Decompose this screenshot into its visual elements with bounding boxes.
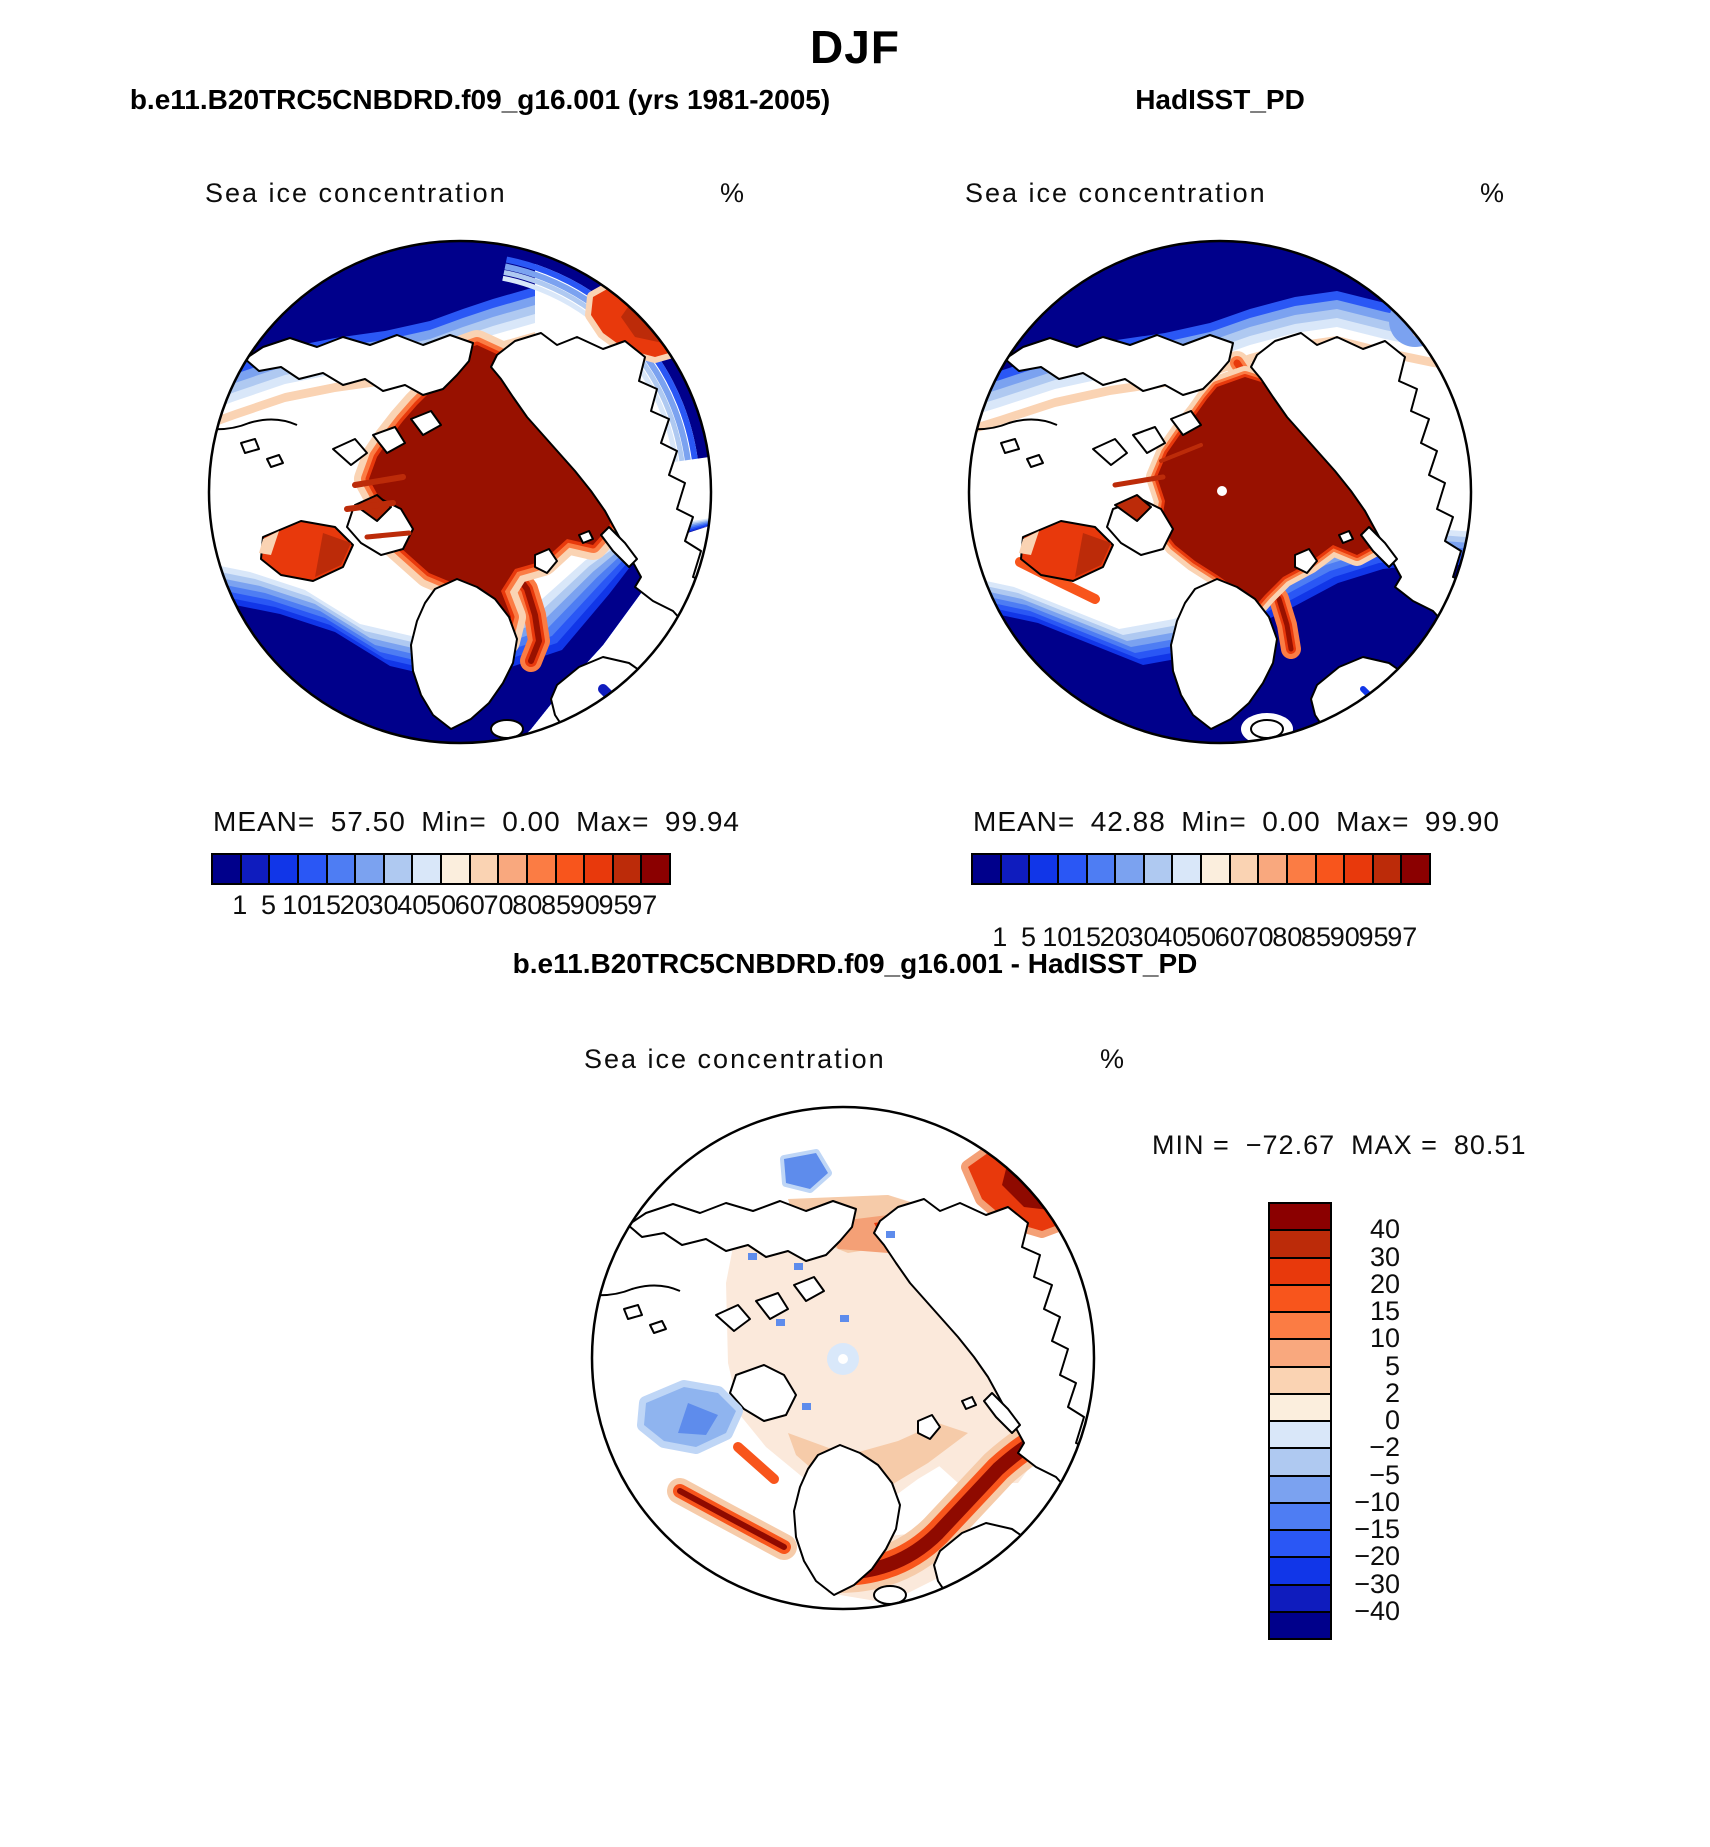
colorbar-cell	[1270, 1313, 1330, 1338]
colorbar-tick-label: 50	[1185, 922, 1217, 952]
colorbar-tick-label: 90	[569, 890, 600, 920]
colorbar-tick-label: 60	[454, 890, 485, 920]
map-region	[1217, 486, 1227, 496]
colorbar-tick-label: 80	[512, 890, 543, 920]
colorbar-cell	[1270, 1422, 1330, 1447]
colorbar-cell	[1270, 1586, 1330, 1611]
colorbar-tick-label: 1	[232, 890, 248, 920]
map-region	[802, 1403, 811, 1410]
colorbar-cell	[442, 855, 469, 883]
map-region	[1389, 295, 1441, 347]
colorbar-cell	[1059, 855, 1086, 883]
colorbar-cell	[1402, 855, 1429, 883]
colorbar-cell	[1345, 855, 1372, 883]
model-colorbar	[211, 853, 671, 885]
model-colorbar-ticks	[211, 890, 671, 922]
colorbar-tick-label: 40	[397, 890, 428, 920]
colorbar-tick-label: 60	[1214, 922, 1245, 952]
map-region	[840, 1315, 849, 1322]
colorbar-tick-label: −10	[1354, 1486, 1400, 1517]
diff-panel-title: b.e11.B20TRC5CNBDRD.f09_g16.001 - HadISST_PD	[512, 948, 1198, 979]
colorbar-tick-label: −30	[1354, 1568, 1400, 1599]
obs-units-label: %	[1480, 178, 1507, 208]
colorbar-cell	[1374, 855, 1401, 883]
colorbar-tick-label: −40	[1354, 1595, 1400, 1626]
colorbar-cell	[1002, 855, 1029, 883]
max-label: Max=	[576, 806, 650, 837]
min-value: −72.67	[1245, 1130, 1336, 1160]
colorbar-cell	[1145, 855, 1172, 883]
colorbar-cell	[1270, 1204, 1330, 1229]
colorbar-tick-label: 0	[1384, 1405, 1400, 1435]
colorbar-cell	[614, 855, 641, 883]
max-value: 80.51	[1453, 1130, 1527, 1160]
map-region	[748, 1253, 757, 1260]
map-region	[624, 1527, 688, 1585]
model-var-label: Sea ice concentration	[205, 178, 507, 208]
obs-colorbar	[971, 853, 1431, 885]
colorbar-cell	[1270, 1477, 1330, 1502]
colorbar-cell	[528, 855, 555, 883]
colorbar-tick-label: 20	[1099, 922, 1130, 952]
colorbar-tick-label: 20	[1369, 1268, 1400, 1299]
max-label: MAX =	[1351, 1130, 1438, 1160]
colorbar-cell	[973, 855, 1000, 883]
colorbar-cell	[1116, 855, 1143, 883]
mean-label: MEAN=	[213, 806, 316, 837]
diff-var-label: Sea ice concentration	[584, 1044, 886, 1074]
colorbar-cell	[1288, 855, 1315, 883]
colorbar-tick-label: −20	[1354, 1541, 1400, 1572]
colorbar-cell	[471, 855, 498, 883]
mean-label: MEAN=	[973, 806, 1076, 837]
page-title: DJF	[810, 21, 900, 73]
colorbar-tick-label: 80	[1272, 922, 1303, 952]
model-stats	[213, 806, 740, 838]
colorbar-cell	[1270, 1558, 1330, 1583]
map-region	[1412, 283, 1448, 319]
colorbar-cell	[499, 855, 526, 883]
colorbar-cell	[1270, 1340, 1330, 1365]
colorbar-cell	[385, 855, 412, 883]
model-map	[205, 237, 715, 747]
min-value: 0.00	[1262, 806, 1321, 837]
colorbar-tick-label: 50	[425, 890, 457, 920]
colorbar-tick-label: 15	[1369, 1296, 1400, 1326]
colorbar-cell	[1202, 855, 1229, 883]
min-value: 0.00	[502, 806, 561, 837]
colorbar-tick-label: 40	[1157, 922, 1188, 952]
colorbar-tick-label: 95	[1358, 922, 1389, 952]
colorbar-tick-label: 5	[1020, 922, 1037, 952]
map-region	[886, 1231, 895, 1238]
max-value: 99.90	[1424, 806, 1500, 837]
colorbar-tick-label: 15	[310, 890, 342, 920]
colorbar-cell	[213, 855, 240, 883]
colorbar-cell	[1270, 1259, 1330, 1284]
model-panel-title: b.e11.B20TRC5CNBDRD.f09_g16.001 (yrs 1981-2005)	[129, 84, 831, 115]
colorbar-tick-label: 95	[598, 890, 629, 920]
colorbar-tick-label: 70	[1243, 922, 1274, 952]
colorbar-cell	[1270, 1531, 1330, 1556]
colorbar-tick-label: 20	[339, 890, 370, 920]
colorbar-tick-label: −2	[1369, 1432, 1400, 1463]
colorbar-cell	[1231, 855, 1258, 883]
colorbar-cell	[642, 855, 669, 883]
colorbar-cell	[299, 855, 326, 883]
colorbar-tick-label: 97	[1387, 922, 1418, 952]
map-region	[624, 1527, 688, 1585]
colorbar-cell	[1270, 1613, 1330, 1638]
map-region	[680, 1491, 784, 1547]
colorbar-cell	[413, 855, 440, 883]
colorbar-cell	[1270, 1504, 1330, 1529]
colorbar-cell	[356, 855, 383, 883]
map-region	[738, 1447, 774, 1479]
colorbar-tick-label: 85	[1300, 922, 1332, 952]
colorbar-tick-label: 5	[1384, 1350, 1400, 1381]
colorbar-tick-label: 97	[627, 890, 658, 920]
colorbar-tick-label: 30	[1128, 922, 1159, 952]
diff-map	[588, 1103, 1098, 1613]
map-region	[794, 1263, 803, 1270]
colorbar-tick-label: 5	[260, 890, 277, 920]
colorbar-tick-label: 85	[540, 890, 572, 920]
colorbar-cell	[1270, 1286, 1330, 1311]
diff-colorbar-ticks	[1330, 1202, 1400, 1638]
colorbar-tick-label: −5	[1369, 1459, 1400, 1490]
colorbar-cell	[1270, 1449, 1330, 1474]
colorbar-cell	[1030, 855, 1057, 883]
colorbar-cell	[1270, 1395, 1330, 1420]
colorbar-tick-label: 10	[282, 890, 313, 920]
colorbar-tick-label: 2	[1384, 1377, 1400, 1408]
colorbar-cell	[1173, 855, 1200, 883]
colorbar-cell	[1317, 855, 1344, 883]
obs-map	[965, 237, 1475, 747]
colorbar-tick-label: 90	[1329, 922, 1360, 952]
colorbar-cell	[270, 855, 297, 883]
max-value: 99.94	[664, 806, 740, 837]
obs-stats	[973, 806, 1500, 838]
colorbar-tick-label: 10	[1042, 922, 1073, 952]
min-label: Min=	[421, 806, 487, 837]
map-region	[838, 1354, 848, 1364]
mean-value: 42.88	[1090, 806, 1166, 837]
colorbar-cell	[585, 855, 612, 883]
colorbar-cell	[1259, 855, 1286, 883]
colorbar-tick-label: 30	[368, 890, 399, 920]
colorbar-cell	[1270, 1231, 1330, 1256]
colorbar-tick-label: 1	[992, 922, 1008, 952]
diff-colorbar	[1268, 1202, 1332, 1640]
colorbar-cell	[557, 855, 584, 883]
colorbar-cell	[328, 855, 355, 883]
max-label: Max=	[1336, 806, 1410, 837]
obs-panel-title: HadISST_PD	[1135, 84, 1305, 115]
colorbar-tick-label: 30	[1369, 1241, 1400, 1272]
diff-units-label: %	[1100, 1044, 1127, 1074]
colorbar-tick-label: 10	[1369, 1323, 1400, 1354]
map-region	[776, 1319, 785, 1326]
model-units-label: %	[720, 178, 747, 208]
colorbar-cell	[242, 855, 269, 883]
colorbar-tick-label: 70	[483, 890, 514, 920]
colorbar-tick-label: −15	[1354, 1514, 1400, 1544]
colorbar-cell	[1270, 1368, 1330, 1393]
colorbar-cell	[1088, 855, 1115, 883]
obs-var-label: Sea ice concentration	[965, 178, 1267, 208]
mean-value: 57.50	[330, 806, 406, 837]
diff-stats	[1152, 1130, 1526, 1161]
min-label: Min=	[1181, 806, 1247, 837]
colorbar-tick-label: 15	[1070, 922, 1102, 952]
min-label: MIN =	[1152, 1130, 1230, 1160]
colorbar-tick-label: 40	[1369, 1214, 1400, 1245]
